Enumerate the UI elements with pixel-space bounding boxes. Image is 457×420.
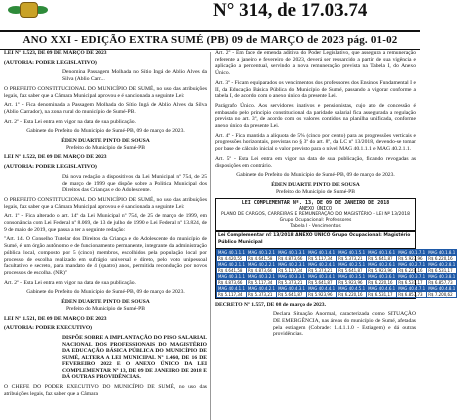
table-cell: R$ 6.531,17 bbox=[427, 267, 457, 273]
table-cell: MAG 40.3.2.1 bbox=[248, 273, 276, 279]
table-cell: MAG 40.3.5.1 bbox=[338, 273, 366, 279]
table-cell: R$ 6.220,16 bbox=[397, 267, 427, 273]
table-cell: MAG 40.2.1.1 bbox=[218, 261, 246, 267]
table-cell: R$ 5.373,21 bbox=[277, 279, 307, 285]
law-paragraph: O PREFEITO CONSTITUCIONAL DO MUNICÍPIO DE SUMÉ, no uso das atribuições legais, faz saber que a Câmara Municipal aprovou e é sancionada a seguinte Lei: bbox=[4, 196, 207, 210]
table-cell: MAG 40.3.4.1 bbox=[308, 273, 336, 279]
table-cell: R$ 5.923,96 bbox=[367, 267, 397, 273]
law-autoria: (AUTORIA: PODER LEGISLATIVO) bbox=[4, 59, 97, 66]
table-cell: R$ 5.923,96 bbox=[397, 255, 427, 261]
law-ementa: Dá nova redação a dispositivos da Lei Municipal nº 754, de 25 de março de 1999 que dispõe sobre a Política Municipal dos Direitos das Crianças e do Adolescente. bbox=[62, 173, 207, 194]
law-heading: LEI Nº 1.523, DE 09 DE MARÇO DE 2023 bbox=[4, 50, 107, 56]
law-paragraph: Art. 1º - Fica alterado o art. 14º da Lei Municipal nº 754, de 25 de março de 1999, em consonância com Lei Federal nº 8.069, de 13 de julho de 1990 e Lei Federal nº 13.824, de 9 de maio de 2019, que passa a ter a seguinte redação: bbox=[4, 213, 207, 233]
table-cell: MAG 40.1.6.1 bbox=[368, 249, 396, 255]
table-cell: R$ 5.373,21 bbox=[337, 255, 367, 261]
municipal-crest-icon bbox=[8, 0, 48, 20]
annex-table-name: Tabela I - Vencimentos bbox=[290, 223, 341, 229]
annex-label: ANEXO ÚNICO bbox=[298, 206, 333, 213]
gazette-number: N° 314, de 17.03.74 bbox=[213, 0, 368, 21]
law-paragraph: Art. 2º - Em face de emenda aditiva do Poder Legislativo, que assegura a remuneração referente a janeiro e fevereiro de 2023, deverá ser ressarcido a partir de sua vigência e aplicação a percentual, servindo a nova remuneração prevista na Tabela I, do Anexo Único. bbox=[215, 50, 416, 77]
signer-name: ÉDEN DUARTE PINTO DE SOUSA bbox=[61, 299, 150, 306]
table-cell: R$ 6.531,17 bbox=[367, 291, 397, 297]
law-place-date: Gabinete do Prefeito do Município de Sumé-PB, 09 de março de 2023. bbox=[236, 172, 395, 179]
law-paragraph: Art. 5º - Esta Lei entra em vigor na data de sua publicação, ficando revogadas as disposições em contrário. bbox=[215, 155, 416, 169]
decree-ementa: Declara Situação Anormal, caracterizada como SITUAÇÃO DE EMERGÊNCIA, nas áreas do município de Sumé, afetadas pela estiagem (Cobrade: 1.4.1.1.0 - Estiagem) e dá outras providências. bbox=[273, 311, 416, 338]
table-cell: R$ 6.531,17 bbox=[397, 279, 427, 285]
column-divider bbox=[210, 52, 211, 420]
table-cell: MAG 40.1.7.1 bbox=[398, 249, 426, 255]
table-cell: R$ 4.641,58 bbox=[247, 255, 277, 261]
table-cell: MAG 40.3.1.1 bbox=[218, 273, 246, 279]
table-cell: MAG 40.2.8.1 bbox=[428, 261, 456, 267]
decree-heading: DECRETO Nº 1.557, DE 08 de março de 2023. bbox=[215, 301, 326, 308]
table-cell: MAG 40.1.3.1 bbox=[278, 249, 306, 255]
signer-name: ÉDEN DUARTE PINTO DE SOUSA bbox=[61, 138, 150, 145]
edition-line: ANO XXI - EDIÇÃO EXTRA SUMÉ (PB) 09 de MARÇO de 2023 pág. 01-02 bbox=[0, 34, 420, 50]
law-autoria: (AUTORIA: PODER LEGISLATIVO) bbox=[4, 164, 97, 171]
signer-role: Prefeito do Município de Sumé-PB bbox=[276, 188, 355, 195]
annex-title bbox=[216, 199, 415, 231]
law-paragraph: O PREFEITO CONSTITUCIONAL DO MUNICÍPIO DE SUMÉ, no uso das atribuições legais, faz saber que a Câmara Municipal aprovou e é sancionada a seguinte Lei: bbox=[4, 85, 207, 99]
table-cell: R$ 6.857,73 bbox=[397, 291, 427, 297]
law-place-date: Gabinete do Prefeito do Município de Sumé-PB, 09 de março de 2023. bbox=[26, 128, 185, 135]
law-paragraph: "Art. 14. O Conselho Tutelar dos Direitos da Criança e do Adolescente do município de Sumé, é um órgão autônomo e de funcionamento permanente, integrante da administração pública local, composto por 5 (cinco) membros, escolhidos pela população local por processo de escolha realizado em sufrágio universal e direto, pelo voto unipessoal facultativo e secreto, para mandato de 4 (quatro) anos, permitida recondução por novos processos de escolha. (NR)" bbox=[4, 236, 207, 276]
table-cell: R$ 6.220,16 bbox=[337, 291, 367, 297]
table-cell: R$ 6.220,16 bbox=[427, 255, 457, 261]
table-cell: MAG 40.4.5.1 bbox=[338, 285, 366, 291]
table-cell: MAG 40.2.7.1 bbox=[398, 261, 426, 267]
table-cell: MAG 40.2.5.1 bbox=[338, 261, 366, 267]
table-cell: R$ 5.923,96 bbox=[307, 291, 337, 297]
table-cell: R$ 5.117,34 bbox=[277, 267, 307, 273]
law-paragraph: Art. 1º - Fica denominada a Passagem Molhada do Sítio Ingá de Ablio Alves da Silva (Ablio Carrador), na zona rural do município de Sumé-PB. bbox=[4, 102, 207, 115]
table-cell: MAG 40.4.3.1 bbox=[278, 285, 306, 291]
salary-table bbox=[216, 249, 457, 298]
table-cell: MAG 40.1.1.1 bbox=[218, 249, 246, 255]
table-cell: MAG 40.3.6.1 bbox=[368, 273, 396, 279]
law-paragraph: Parágrafo Único. Aos servidores inativos e pensionistas, cujo ato de concessão é embasado pelo princípio constitucional da paridade salarial fica assegurada a regulação prevista no art. 3º, de acordo com os valores contidos na planilha unificada, conforme anexo único da presente Lei. bbox=[215, 102, 416, 130]
annex-law-line: LEI COMPLEMENTAR Nº. 13, DE 09 DE JANEIRO DE 2018 bbox=[241, 200, 390, 207]
table-cell: R$ 5.641,87 bbox=[277, 291, 307, 297]
signer-role: Prefeito do Município de Sumé-PB bbox=[66, 144, 145, 151]
salary-annex-table bbox=[215, 198, 456, 298]
table-cell: MAG 40.2.3.1 bbox=[278, 261, 306, 267]
table-cell: MAG 40.4.1.1 bbox=[218, 285, 246, 291]
signer-name: ÉDEN DUARTE PINTO DE SOUSA bbox=[271, 181, 360, 188]
table-cell: MAG 40.4.8.1 bbox=[428, 285, 456, 291]
table-cell: MAG 40.2.4.1 bbox=[308, 261, 336, 267]
table-cell: R$ 5.923,96 bbox=[337, 279, 367, 285]
table-cell: MAG 40.3.3.1 bbox=[278, 273, 306, 279]
table-cell: MAG 40.4.2.1 bbox=[248, 285, 276, 291]
table-cell: R$ 5.117,34 bbox=[307, 255, 337, 261]
table-cell: R$ 4.873,66 bbox=[247, 267, 277, 273]
table-cell: MAG 40.4.4.1 bbox=[308, 285, 336, 291]
table-row bbox=[217, 291, 457, 297]
table-cell: MAG 40.1.8.1 bbox=[428, 249, 456, 255]
law-paragraph: O CHEFE DO PODER EXECUTIVO DO MUNICÍPIO DE SUMÉ, no uso das atribuições legais, faz saber que a Câmara bbox=[4, 384, 207, 397]
table-cell: MAG 40.4.7.1 bbox=[398, 285, 426, 291]
table-cell: R$ 7.200,62 bbox=[427, 291, 457, 297]
table-cell: MAG 40.1.5.1 bbox=[338, 249, 366, 255]
law-paragraph: Art. 3º - Ficam equiparados os vencimentos dos professores dos Ensinos Fundamental I e II, da Educação Básica Pública do Município de Sumé, passando a vigorar conforme a tabela I, de acordo com o anexo único da presente Lei. bbox=[215, 79, 416, 100]
table-cell: R$ 6.857,73 bbox=[427, 279, 457, 285]
table-cell: R$ 5.117,34 bbox=[247, 279, 277, 285]
law-heading: LEI Nº 1.522, DE 09 DE MARÇO DE 2023 bbox=[4, 154, 107, 161]
header-rule bbox=[0, 30, 420, 32]
law-heading: LEI Nº 1.521, DE 09 DE MARÇO DE 2023 bbox=[4, 315, 107, 322]
table-cell: R$ 5.641,87 bbox=[337, 267, 367, 273]
table-cell: MAG 40.2.2.1 bbox=[248, 261, 276, 267]
law-paragraph: Art. 2º - Esta Lei entra em vigor na data de sua publicação. bbox=[4, 118, 136, 125]
law-paragraph: Art. 4º - Fica mantida a alíquota de 5% (cinco por cento) para as progressões verticais e progressões horizontais, previstas no § 3º do art. 8º, da LC nº 13/2018, devendo-se tomar por base de cálculo inicial o valor previsto para o nível MAG 40.1.1.1 e MAG 40.2.1.1. bbox=[215, 132, 416, 153]
table-cell: R$ 5.117,34 bbox=[217, 291, 247, 297]
law-ementa: DISPÕE SOBRE A IMPLANTAÇÃO DO PISO SALARIAL NACIONAL DOS PROFESSIONAIS DO MAGISTÉRIO DA EDUCAÇÃO BÁSICA PÚBLICA DO MUNICÍPIO DE SUMÉ, ALTERA A LEI MUNICIPAL Nº 1.460, DE 16 DE FEVEREIRO 2022 E O ANEXO ÚNICO DA LEI COMPLEMENTAR Nº 13, DE 09 DE JANEIRO DE 2018 E DÁ OUTRAS PROVIDÊNCIAS. bbox=[62, 334, 207, 381]
annex-plan: PLANO DE CARGOS, CARREIRAS E REMUNERAÇÃO DO MAGISTÉRIO - LEI Nº 13/2018 bbox=[221, 212, 410, 218]
law-place-date: Gabinete do Prefeito do Município de Sumé-PB, 09 de março de 2023. bbox=[26, 289, 185, 296]
table-cell: MAG 40.3.7.1 bbox=[398, 273, 426, 279]
law-autoria: (AUTORIA: PODER EXECUTIVO) bbox=[4, 325, 93, 332]
law-paragraph: Art. 2º - Esta Lei entra em vigor na data de sua publicação. bbox=[4, 279, 136, 286]
table-cell: R$ 4.641,58 bbox=[217, 267, 247, 273]
right-column bbox=[215, 50, 456, 341]
table-cell: R$ 5.641,87 bbox=[307, 279, 337, 285]
table-cell: R$ 5.373,21 bbox=[247, 291, 277, 297]
table-cell: R$ 5.641,87 bbox=[367, 255, 397, 261]
table-cell: R$ 5.373,21 bbox=[307, 267, 337, 273]
table-cell: R$ 4.420,55 bbox=[217, 255, 247, 261]
left-column bbox=[4, 50, 207, 400]
table-cell: MAG 40.2.6.1 bbox=[368, 261, 396, 267]
table-cell: MAG 40.1.2.1 bbox=[248, 249, 276, 255]
table-cell: MAG 40.4.6.1 bbox=[368, 285, 396, 291]
table-cell: MAG 40.1.4.1 bbox=[308, 249, 336, 255]
table-cell: R$ 6.220,16 bbox=[367, 279, 397, 285]
law-ementa: Denomina Passagem Molhada no Sítio Ingá de Ablio Alves da Silva (Ablio Carr... bbox=[62, 69, 207, 83]
table-cell: R$ 4.873,66 bbox=[277, 255, 307, 261]
table-cell: R$ 4.873,66 bbox=[217, 279, 247, 285]
table-cell: MAG 40.3.8.1 bbox=[428, 273, 456, 279]
table-caption: Lei Complementar nº 13/2018 ANEXO ÚNICO Grupo Ocupacional: Magistério Público Municipal bbox=[216, 231, 415, 248]
signer-role: Prefeito do Município de Sumé-PB bbox=[66, 305, 145, 312]
masthead bbox=[0, 0, 420, 38]
annex-group: Grupo Ocupacional: Professores bbox=[279, 217, 352, 223]
